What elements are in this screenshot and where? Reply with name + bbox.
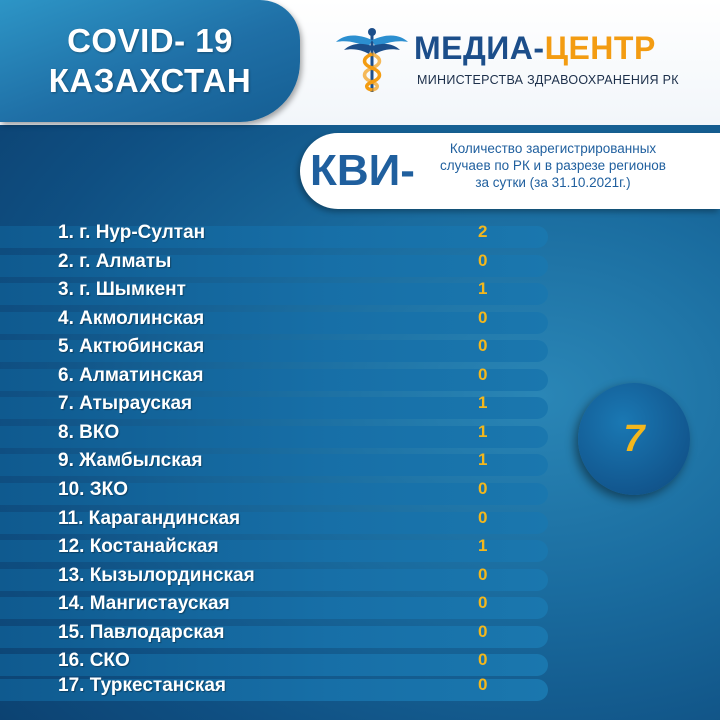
region-value: 1 [478, 536, 488, 555]
covid-title-box [0, 0, 300, 122]
region-value: 1 [478, 393, 488, 412]
caduceus-icon [334, 26, 410, 96]
region-row [0, 251, 548, 277]
region-row [0, 365, 548, 391]
region-row [0, 479, 548, 505]
region-value: 2 [478, 222, 488, 241]
region-value: 0 [478, 622, 488, 641]
region-label: 5. Актюбинская [58, 336, 205, 357]
region-row [0, 622, 548, 648]
region-row [0, 675, 548, 701]
region-value: 0 [478, 593, 488, 612]
region-label: 6. Алматинская [58, 365, 204, 386]
region-label: 11. Карагандинская [58, 508, 241, 529]
region-value: 1 [478, 279, 488, 298]
media-name-part1: МЕДИА- [414, 30, 545, 66]
region-label: 1. г. Нур-Султан [58, 222, 206, 243]
region-row [0, 222, 548, 248]
region-label: 16. СКО [58, 650, 130, 671]
region-row [0, 393, 548, 419]
region-value: 0 [478, 336, 488, 355]
region-label: 10. ЗКО [58, 479, 128, 500]
kvi-description [418, 140, 688, 191]
region-value: 0 [478, 365, 488, 384]
region-label: 7. Атырауская [58, 393, 193, 414]
region-row [0, 508, 548, 534]
region-row [0, 422, 548, 448]
region-row [0, 536, 548, 562]
region-row [0, 308, 548, 334]
media-center-name [414, 30, 656, 67]
region-row [0, 279, 548, 305]
region-label: 17. Туркестанская [58, 675, 226, 696]
region-row [0, 450, 548, 476]
region-value: 1 [478, 422, 488, 441]
country-title: КАЗАХСТАН [48, 62, 252, 99]
region-label: 12. Костанайская [58, 536, 219, 557]
region-label: 4. Акмолинская [58, 308, 205, 329]
region-row [0, 565, 548, 591]
region-row [0, 650, 548, 676]
kvi-description-line: за сутки (за 31.10.2021г.) [475, 175, 631, 190]
region-label: 14. Мангистауская [58, 593, 230, 614]
region-value: 0 [478, 251, 488, 270]
region-label: 15. Павлодарская [58, 622, 225, 643]
region-value: 0 [478, 675, 488, 694]
ministry-subtitle: МИНИСТЕРСТВА ЗДРАВООХРАНЕНИЯ РК [417, 73, 679, 87]
kvi-description-line: Количество зарегистрированных [449, 141, 657, 156]
kvi-description-line: случаев по РК и в разрезе регионов [440, 158, 666, 173]
region-label: 2. г. Алматы [58, 251, 172, 272]
region-label: 8. ВКО [58, 422, 120, 443]
region-value: 0 [478, 479, 488, 498]
region-label: 3. г. Шымкент [58, 279, 186, 300]
total-value: 7 [623, 417, 645, 460]
region-value: 0 [478, 650, 488, 669]
covid-title: COVID- 19 [67, 22, 233, 59]
region-label: 13. Кызылординская [58, 565, 255, 586]
media-name-part2: ЦЕНТР [544, 30, 656, 66]
region-value: 0 [478, 508, 488, 527]
region-value: 1 [478, 450, 488, 469]
region-row [0, 336, 548, 362]
kvi-label: КВИ- [310, 146, 415, 195]
total-circle [578, 383, 690, 495]
region-value: 0 [478, 308, 488, 327]
region-row [0, 593, 548, 619]
region-value: 0 [478, 565, 488, 584]
region-label: 9. Жамбылская [58, 450, 203, 471]
